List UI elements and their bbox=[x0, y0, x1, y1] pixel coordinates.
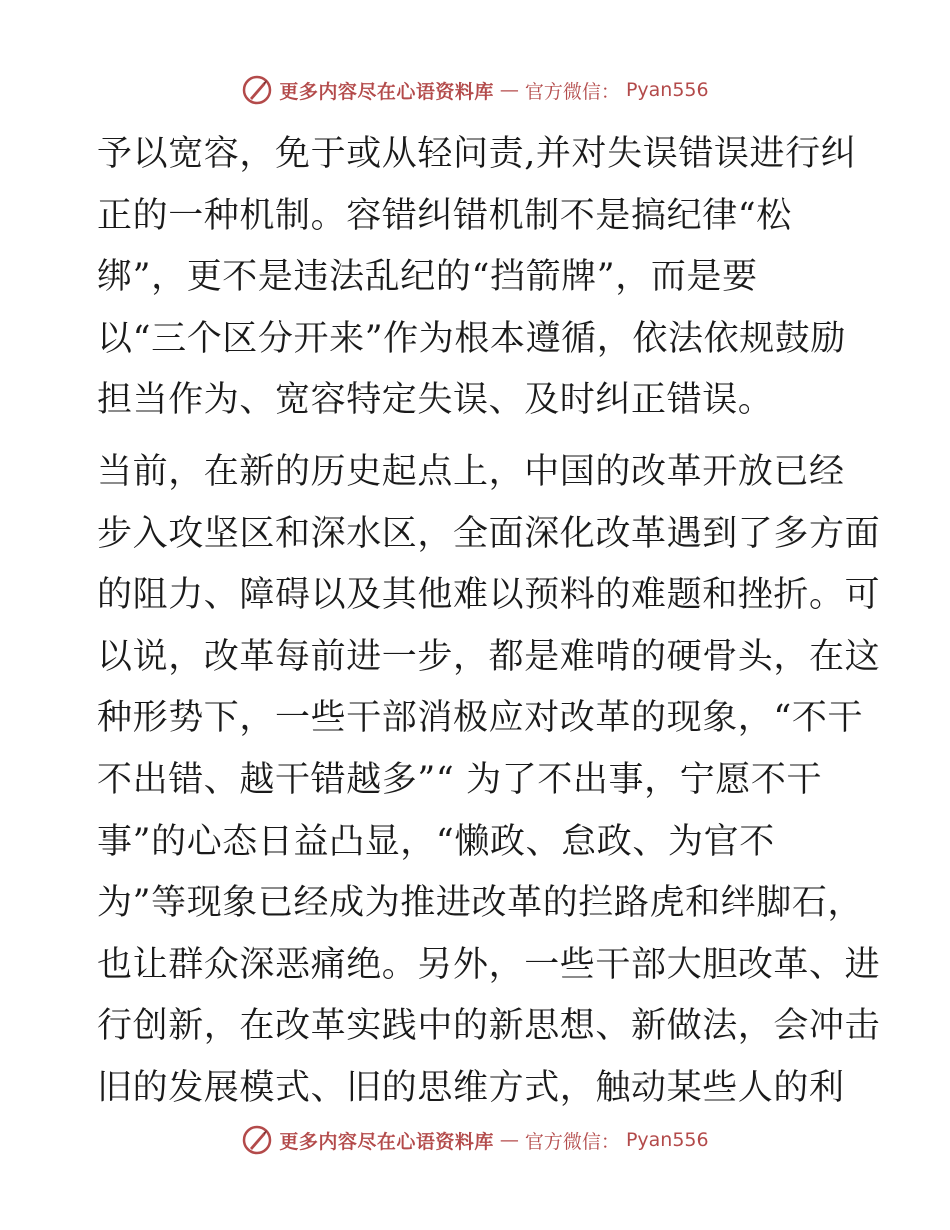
watermark-wechat-label: 官方微信： bbox=[524, 1130, 620, 1153]
header-watermark bbox=[0, 70, 950, 110]
text-line: 正的一种机制。容错纠错机制不是搞纪律“松 bbox=[97, 195, 792, 236]
text-line: 种形势下，一些干部消极应对改革的现象，“不干 bbox=[97, 698, 864, 739]
watermark-wechat-label: 官方微信： bbox=[524, 80, 620, 103]
watermark-text: 更多内容尽在心语资料库 bbox=[279, 80, 494, 103]
text-line: 为”等现象已经成为推进改革的拦路虎和绊脚石， bbox=[97, 883, 864, 924]
text-line: 当前，在新的历史起点上，中国的改革开放已经 bbox=[97, 451, 845, 492]
watermark-text: 更多内容尽在心语资料库 bbox=[279, 1130, 494, 1153]
text-line: 予以宽容，免于或从轻问责,并对失误错误进行纠 bbox=[97, 134, 857, 174]
feather-pen-logo-icon bbox=[241, 1124, 273, 1156]
text-line: 以“三个区分开来”作为根本遵循，依法依规鼓励 bbox=[97, 318, 846, 359]
text-line: 旧的发展模式、旧的思维方式，触动某些人的利 bbox=[97, 1067, 845, 1108]
paragraph-gap bbox=[97, 432, 857, 442]
footer-watermark bbox=[0, 1120, 950, 1160]
text-line: 绑”，更不是违法乱纪的“挡箭牌”，而是要 bbox=[97, 257, 758, 298]
paragraph-2 bbox=[97, 442, 881, 1120]
text-line: 步入攻坚区和深水区，全面深化改革遇到了多方面 bbox=[97, 513, 881, 554]
watermark-separator: — bbox=[499, 79, 519, 101]
text-line: 的阻力、障碍以及其他难以预料的难题和挫折。可 bbox=[97, 575, 881, 616]
text-line: 也让群众深恶痛绝。另外，一些干部大胆改革、进 bbox=[97, 944, 881, 985]
text-line: 事”的心态日益凸显，“懒政、怠政、为官不 bbox=[97, 821, 775, 862]
watermark-separator: — bbox=[499, 1129, 519, 1151]
text-line: 担当作为、宽容特定失误、及时纠正错误。 bbox=[97, 380, 774, 421]
text-line: 不出错、越干错越多”“ 为了不出事，宁愿不干 bbox=[97, 759, 823, 800]
document-body bbox=[97, 124, 881, 1120]
text-line: 以说，改革每前进一步，都是难啃的硬骨头，在这 bbox=[97, 636, 881, 677]
text-line: 行创新，在改革实践中的新思想、新做法，会冲击 bbox=[97, 1006, 881, 1047]
watermark-wechat-id: Pyan556 bbox=[625, 79, 709, 101]
watermark-wechat-id: Pyan556 bbox=[625, 1129, 709, 1151]
paragraph-1 bbox=[97, 124, 857, 432]
feather-pen-logo-icon bbox=[241, 74, 273, 106]
